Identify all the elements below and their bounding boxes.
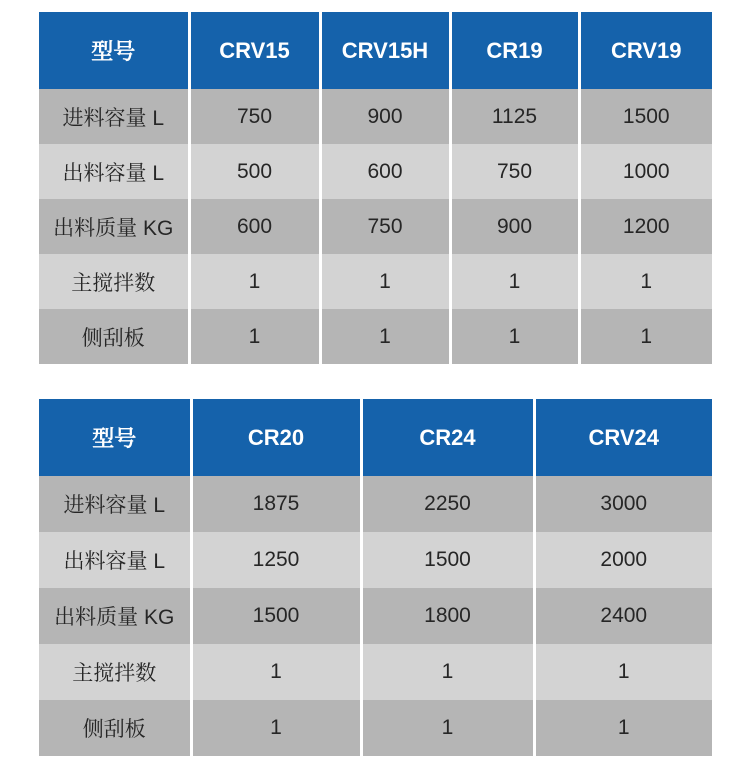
cell-value: 1 [534,700,712,756]
cell-value: 1 [189,254,320,309]
table-row [39,644,712,700]
cell-value: 1125 [450,89,579,144]
table1-header-row [39,12,712,89]
cell-value: 1 [579,309,712,364]
table2-header-row [39,399,712,476]
cell-value: 1 [320,254,450,309]
cell-value: 1 [189,309,320,364]
row-label: 侧刮板 [39,700,191,756]
cell-value: 1 [579,254,712,309]
table-row [39,700,712,756]
cell-value: 1 [361,700,534,756]
cell-value: 600 [320,144,450,199]
table-row [39,254,712,309]
table1-header-crv15h: CRV15H [320,12,450,89]
table2-header-crv24: CRV24 [534,399,712,476]
cell-value: 1250 [191,532,361,588]
cell-value: 750 [189,89,320,144]
row-label: 主搅拌数 [39,644,191,700]
row-label: 侧刮板 [39,309,189,364]
table1-header-model-label: 型号 [39,12,189,89]
cell-value: 500 [189,144,320,199]
cell-value: 1800 [361,588,534,644]
table-row [39,588,712,644]
table1-header-cr19: CR19 [450,12,579,89]
cell-value: 1 [191,644,361,700]
cell-value: 1 [450,254,579,309]
cell-value: 1 [191,700,361,756]
cell-value: 1 [320,309,450,364]
cell-value: 1 [450,309,579,364]
table-row [39,89,712,144]
table2-header-cr20: CR20 [191,399,361,476]
table-row [39,309,712,364]
cell-value: 900 [320,89,450,144]
row-label: 出料质量 KG [39,199,189,254]
table-row [39,144,712,199]
cell-value: 2000 [534,532,712,588]
row-label: 进料容量 L [39,476,191,532]
table-row [39,532,712,588]
row-label: 主搅拌数 [39,254,189,309]
cell-value: 1000 [579,144,712,199]
table2-header-model-label: 型号 [39,399,191,476]
cell-value: 750 [320,199,450,254]
cell-value: 750 [450,144,579,199]
row-label: 出料容量 L [39,532,191,588]
table1-header-crv19: CRV19 [579,12,712,89]
spec-table-2 [39,399,712,756]
cell-value: 1 [534,644,712,700]
cell-value: 3000 [534,476,712,532]
table1-header-crv15: CRV15 [189,12,320,89]
table-row [39,199,712,254]
row-label: 进料容量 L [39,89,189,144]
row-label: 出料容量 L [39,144,189,199]
cell-value: 2250 [361,476,534,532]
cell-value: 1500 [361,532,534,588]
cell-value: 900 [450,199,579,254]
cell-value: 1200 [579,199,712,254]
table-row [39,476,712,532]
table2-header-cr24: CR24 [361,399,534,476]
cell-value: 1875 [191,476,361,532]
row-label: 出料质量 KG [39,588,191,644]
spec-table-1 [39,12,712,364]
cell-value: 1500 [191,588,361,644]
cell-value: 600 [189,199,320,254]
cell-value: 2400 [534,588,712,644]
cell-value: 1500 [579,89,712,144]
cell-value: 1 [361,644,534,700]
